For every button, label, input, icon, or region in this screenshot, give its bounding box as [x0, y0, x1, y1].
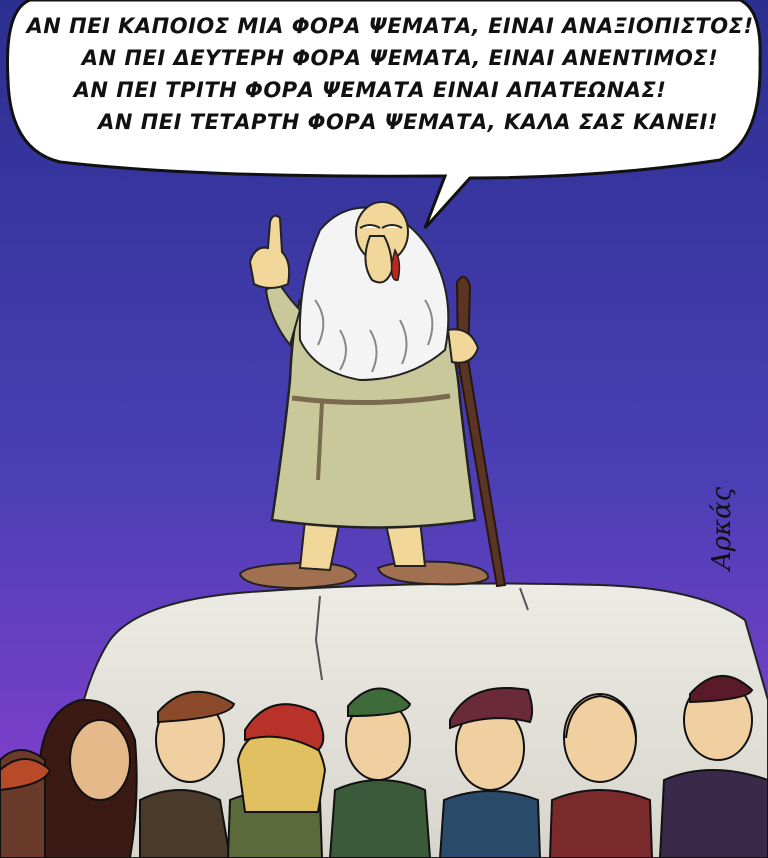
speech-line-1: ΑΝ ΠΕΙ ΚΑΠΟΙΟΣ ΜΙΑ ΦΟΡΑ ΨΕΜΑΤΑ, ΕΙΝΑΙ ΑΝΑΞΙΟΠΙΣΤΟΣ!: [26, 14, 754, 38]
crowd-person: [40, 700, 137, 858]
speech-line-3: ΑΝ ΠΕΙ ΤΡΙΤΗ ΦΟΡΑ ΨΕΜΑΤΑ ΕΙΝΑΙ ΑΠΑΤΕΩΝΑΣ!: [73, 78, 667, 102]
artist-signature: Αρκάς: [707, 486, 737, 570]
speech-line-4: ΑΝ ΠΕΙ ΤΕΤΑΡΤΗ ΦΟΡΑ ΨΕΜΑΤΑ, ΚΑΛΑ ΣΑΣ ΚΑΝΕΙ!: [98, 110, 718, 134]
speech-line-2: ΑΝ ΠΕΙ ΔΕΥΤΕΡΗ ΦΟΡΑ ΨΕΜΑΤΑ, ΕΙΝΑΙ ΑΝΕΝΤΙΜΟΣ!: [81, 46, 719, 70]
crowd-person: [0, 750, 50, 858]
